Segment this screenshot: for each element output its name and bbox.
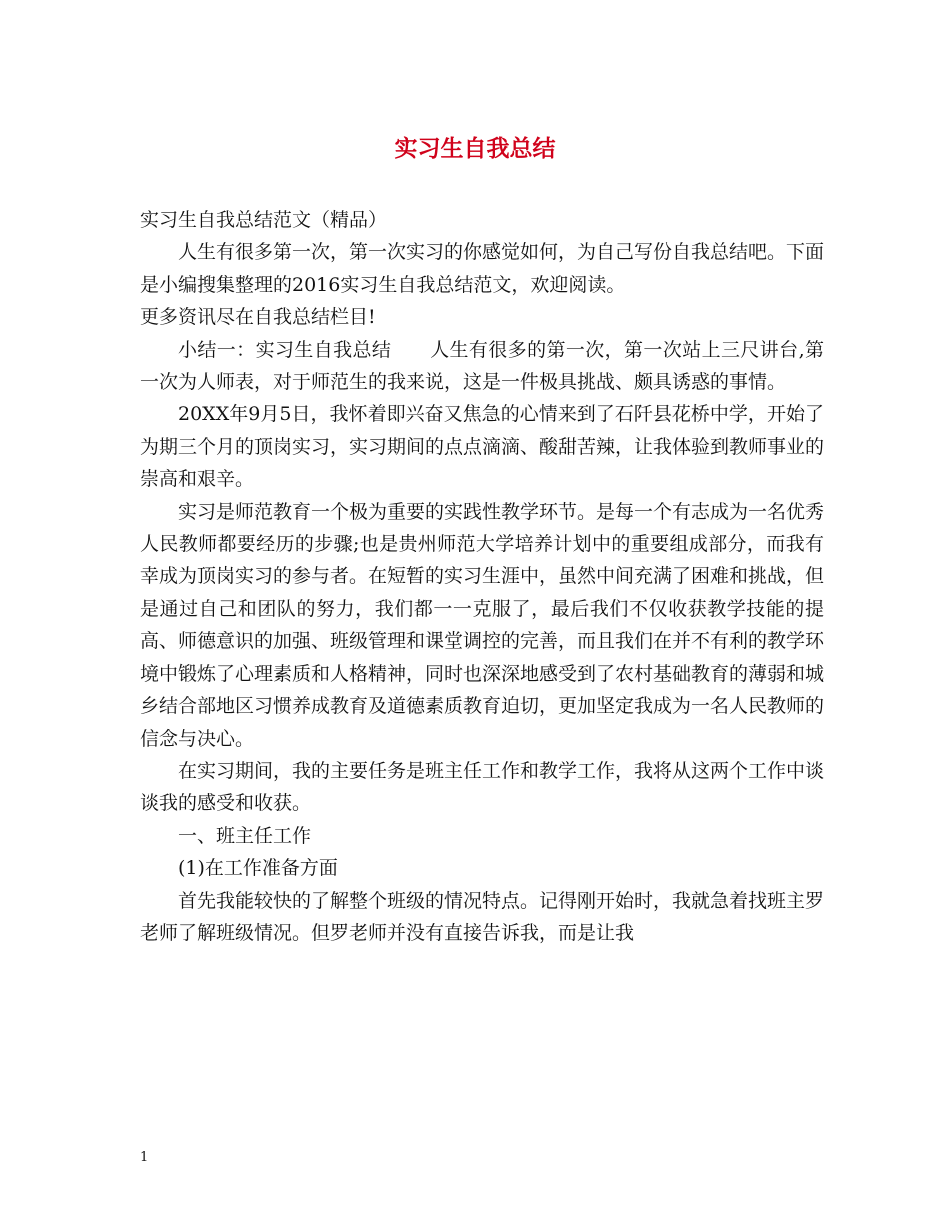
paragraph-internship-importance: 实习是师范教育一个极为重要的实践性教学环节。是每一个有志成为一名优秀人民教师都要经历的步骤;也是贵州师范大学培养计划中的重要组成部分，而我有幸成为顶岗实习的参与者。在短暂的实习生涯中，虽然中间充满了困难和挑战，但是通过自己和团队的努力，我们都一一克服了，最后我们不仅收获教学技能的提高、师德意识的加强、班级管理和课堂调控的完善，而且我们在并不有利的教学环境中锻炼了心理素质和人格精神，同时也深深地感受到了农村基础教育的薄弱和城乡结合部地区习惯养成教育及道德素质教育迫切，更加坚定我成为一名人民教师的信念与决心。	[140, 500, 825, 750]
paragraph-main-tasks: 在实习期间，我的主要任务是班主任工作和教学工作，我将从这两个工作中谈谈我的感受和收获。	[140, 759, 825, 815]
paragraph-more-info: 更多资讯尽在自我总结栏目!	[140, 306, 376, 329]
subsection-heading-preparation: (1)在工作准备方面	[178, 857, 338, 880]
page-number: 1	[140, 1150, 149, 1165]
paragraph-summary-one: 小结一：实习生自我总结 人生有很多的第一次，第一次站上三尺讲台,第一次为人师表，对于师范生的我来说，这是一件极具挑战、颇具诱惑的事情。	[140, 338, 824, 394]
paragraph-preparation: 首先我能较快的了解整个班级的情况特点。记得刚开始时，我就急着找班主罗老师了解班级情况。但罗老师并没有直接告诉我，而是让我	[140, 889, 825, 944]
paragraph-intro: 人生有很多第一次，第一次实习的你感觉如何，为自己写份自我总结吧。下面是小编搜集整理的2016实习生自我总结范文，欢迎阅读。	[140, 241, 825, 296]
document-subtitle: 实习生自我总结范文（精品）	[140, 209, 388, 231]
document-title: 实习生自我总结	[394, 135, 556, 162]
document-body	[140, 204, 824, 949]
paragraph-arrival: 20XX年9月5日，我怀着即兴奋又焦急的心情来到了石阡县花桥中学，开始了为期三个月的顶岗实习，实习期间的点点滴滴、酸甜苦辣，让我体验到教师事业的崇高和艰辛。	[140, 403, 825, 491]
section-heading-class-teacher: 一、班主任工作	[178, 824, 312, 847]
